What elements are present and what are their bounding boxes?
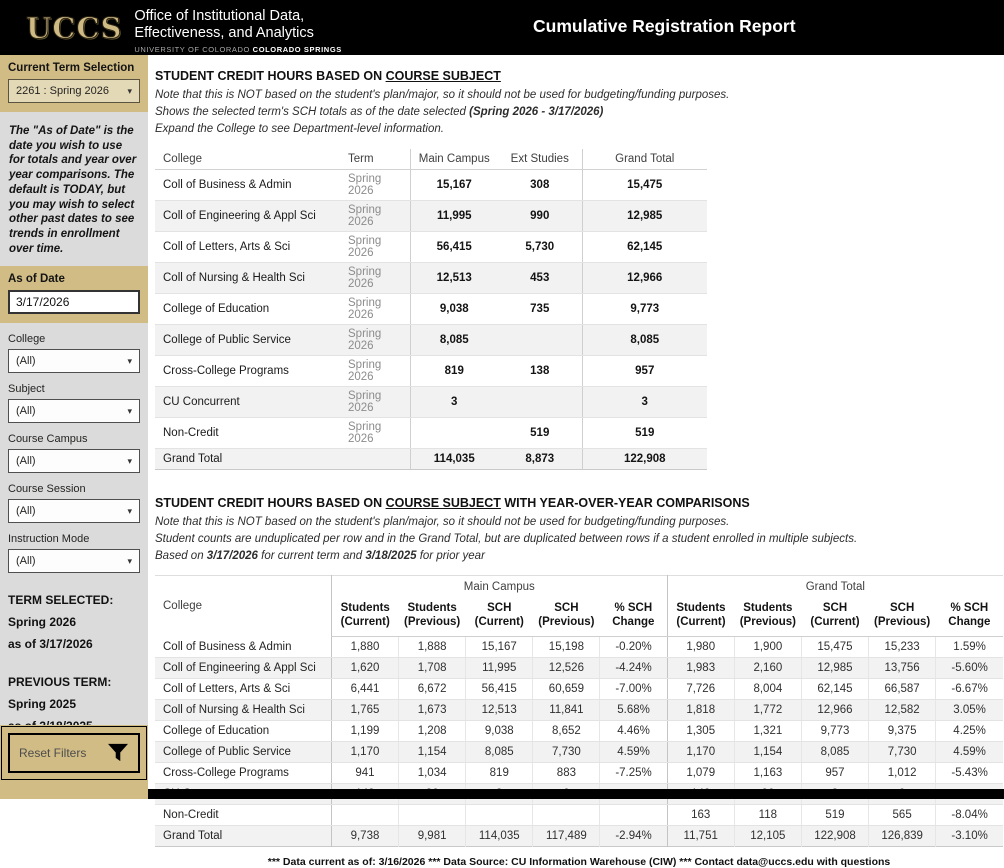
table-row[interactable] [155,637,1003,658]
value-cell: 66,587 [869,679,936,700]
value-cell: 62,145 [582,232,707,263]
col-header-pct-sch-change: % SCH Change [600,596,667,637]
value-cell: 9,038 [410,294,498,325]
section1-note3: Expand the College to see Department-level information. [155,123,444,135]
filter-pane [0,55,148,799]
value-cell: 1,305 [667,721,734,742]
college-dropdown[interactable] [8,349,140,373]
section2-title-prefix: STUDENT CREDIT HOURS BASED ON [155,496,386,510]
college-cell: Coll of Engineering & Appl Sci [155,658,331,679]
as-of-date-block [0,266,148,323]
value-cell: 1,170 [667,742,734,763]
chevron-down-icon: ▾ [127,405,132,416]
value-cell: 1,673 [399,700,466,721]
col-header-grand-total: Grand Total [582,149,707,170]
group-header-main-campus: Main Campus [331,576,667,597]
course-session-value: (All) [16,505,36,518]
value-cell: 1,321 [734,721,801,742]
section2-title-underline: COURSE SUBJECT [385,496,501,510]
value-cell: 941 [331,763,398,784]
college-cell: Non-Credit [155,418,340,449]
value-cell [498,325,582,356]
value-cell: 11,841 [533,700,600,721]
college-cell: Coll of Business & Admin [155,170,340,201]
reset-filters-label: Reset Filters [19,746,87,760]
value-cell: -7.00% [600,679,667,700]
org-name [134,6,341,42]
value-cell [466,805,533,826]
section1-title [155,69,1004,83]
course-campus-dropdown[interactable] [8,449,140,473]
section2-notes [155,514,1004,565]
college-cell: Cross-College Programs [155,763,331,784]
section1-note2: Shows the selected term's SCH totals as of the date selected (Spring 2026 - 3/17/2026) [155,106,604,118]
instruction-mode-value: (All) [16,555,36,568]
value-cell: 957 [582,356,707,387]
value-cell: 12,985 [582,201,707,232]
current-term-label: Current Term Selection [8,62,135,74]
value-cell: 2,160 [734,658,801,679]
subject-label: Subject [8,383,45,396]
value-cell: 990 [498,201,582,232]
value-cell: 15,167 [410,170,498,201]
col-header-sch-previous: SCH (Previous) [533,596,600,637]
table-row[interactable] [155,658,1003,679]
university-name [134,45,341,54]
value-cell: 12,513 [466,700,533,721]
value-cell: 1,154 [399,742,466,763]
current-term-dropdown[interactable] [8,79,140,103]
table-row[interactable] [155,418,707,449]
value-cell: 9,773 [582,294,707,325]
table-row[interactable] [155,387,707,418]
org-name-line2: Effectiveness, and Analytics [134,25,314,41]
value-cell: 308 [498,170,582,201]
app-header [0,0,1004,55]
reset-filters-button[interactable] [8,733,140,773]
value-cell: 3 [582,387,707,418]
college-cell: College of Public Service [155,325,340,356]
col-header-college: College [155,149,340,170]
value-cell: 9,038 [466,721,533,742]
value-cell: Spring 2026 [340,263,410,294]
value-cell: -8.04% [936,805,1003,826]
value-cell: -5.60% [936,658,1003,679]
value-cell: 8,085 [801,742,868,763]
value-cell: 12,582 [869,700,936,721]
value-cell: 4.46% [600,721,667,742]
table-row[interactable] [155,263,707,294]
slicer-course-session [8,483,140,523]
col-header-sch-current: SCH (Current) [466,596,533,637]
college-cell: Grand Total [155,449,340,470]
col-header-students-previous: Students (Previous) [734,596,801,637]
value-cell: 12,966 [582,263,707,294]
section2-note1: Note that this is NOT based on the student's plan/major, so it should not be used for budgeting/funding purposes. [155,516,730,528]
col-header-pct-sch-change: % SCH Change [936,596,1003,637]
table-total-row [155,449,707,470]
value-cell: 519 [498,418,582,449]
value-cell: 4.25% [936,721,1003,742]
value-cell: 118 [734,805,801,826]
slicer-subject [8,383,140,423]
university-bold: COLORADO SPRINGS [252,45,342,54]
value-cell: 1,880 [331,637,398,658]
value-cell: 819 [410,356,498,387]
value-cell: Spring 2026 [340,356,410,387]
value-cell [533,805,600,826]
value-cell: 4.59% [936,742,1003,763]
value-cell: 735 [498,294,582,325]
value-cell: 117,489 [533,826,600,847]
section2-title-suffix: WITH YEAR-OVER-YEAR COMPARISONS [500,496,750,510]
college-cell: College of Education [155,294,340,325]
chevron-down-icon: ▾ [127,85,132,96]
table-row[interactable] [155,721,1003,742]
value-cell: 1,012 [869,763,936,784]
value-cell: 8,085 [582,325,707,356]
value-cell: 1,818 [667,700,734,721]
course-campus-label: Course Campus [8,433,88,446]
value-cell [399,805,466,826]
report-body [148,55,1004,868]
previous-term-title: PREVIOUS TERM: [8,675,112,690]
value-cell [498,387,582,418]
bottom-bar [148,789,1004,799]
as-of-date-label: As of Date [8,273,65,286]
col-header-college: College [163,600,202,613]
value-cell: -6.67% [936,679,1003,700]
value-cell: -7.25% [600,763,667,784]
value-cell: 1,154 [734,742,801,763]
chevron-down-icon: ▾ [127,355,132,366]
value-cell: 1,620 [331,658,398,679]
col-header-term: Term [340,149,410,170]
value-cell: 60,659 [533,679,600,700]
value-cell: 3 [410,387,498,418]
uccs-logo-block [26,6,342,54]
value-cell: 138 [498,356,582,387]
table-row[interactable] [155,170,707,201]
slicer-list [0,333,148,573]
value-cell: 114,035 [410,449,498,470]
value-cell: 9,773 [801,721,868,742]
value-cell: 1,170 [331,742,398,763]
value-cell: 15,475 [801,637,868,658]
value-cell: 15,198 [533,637,600,658]
value-cell: Spring 2026 [340,232,410,263]
value-cell: 11,995 [410,201,498,232]
group-header-row [155,576,1003,597]
table-row[interactable] [155,201,707,232]
table-header-row [155,149,707,170]
col-header-ext-studies: Ext Studies [498,149,582,170]
instruction-mode-label: Instruction Mode [8,533,90,546]
value-cell: 12,966 [801,700,868,721]
value-cell: 15,233 [869,637,936,658]
value-cell: 1.59% [936,637,1003,658]
value-cell: 1,199 [331,721,398,742]
college-value: (All) [16,355,36,368]
data-source-footnote: *** Data current as of: 3/16/2026 *** Data Source: CU Information Warehouse (CIW) *** Contact data@uccs.edu with questions [267,856,891,868]
term-selected-info [8,589,140,655]
value-cell: 519 [582,418,707,449]
uccs-logo: UCCS [26,11,123,45]
value-cell: 12,513 [410,263,498,294]
section2-title [155,496,1004,510]
reset-filters-frame [1,726,147,780]
value-cell: -2.94% [600,826,667,847]
report-title: Cumulative Registration Report [533,16,796,36]
value-cell: 1,708 [399,658,466,679]
value-cell: Spring 2026 [340,170,410,201]
value-cell: Spring 2026 [340,387,410,418]
subject-value: (All) [16,405,36,418]
value-cell: 8,004 [734,679,801,700]
term-selected-title: TERM SELECTED: [8,593,114,608]
college-cell: Coll of Letters, Arts & Sci [155,679,331,700]
value-cell [410,418,498,449]
value-cell: 6,441 [331,679,398,700]
value-cell: 5,730 [498,232,582,263]
value-cell: 13,756 [869,658,936,679]
value-cell: 883 [533,763,600,784]
sch-by-subject-table [155,149,707,470]
value-cell: 11,751 [667,826,734,847]
subject-dropdown[interactable] [8,399,140,423]
value-cell: 11,995 [466,658,533,679]
instruction-mode-dropdown[interactable] [8,549,140,573]
current-term-block [0,55,148,112]
table-row[interactable] [155,232,707,263]
previous-term-term: Spring 2025 [8,697,77,712]
section2-note3: Based on 3/17/2026 for current term and 3/18/2025 for prior year [155,550,485,562]
value-cell: 565 [869,805,936,826]
value-cell: 1,208 [399,721,466,742]
value-cell: 9,375 [869,721,936,742]
value-cell: 819 [466,763,533,784]
course-session-dropdown[interactable] [8,499,140,523]
group-header-grand-total: Grand Total [667,576,1003,597]
table-row[interactable] [155,742,1003,763]
section1-title-underline: COURSE SUBJECT [385,69,501,83]
value-cell: 1,980 [667,637,734,658]
col-header-students-previous: Students (Previous) [399,596,466,637]
value-cell: -5.43% [936,763,1003,784]
as-of-date-input[interactable] [8,290,140,314]
chevron-down-icon: ▾ [127,455,132,466]
section1-title-prefix: STUDENT CREDIT HOURS BASED ON [155,69,386,83]
table-row[interactable] [155,294,707,325]
college-cell: Cross-College Programs [155,356,340,387]
value-cell: 1,772 [734,700,801,721]
table-row[interactable] [155,700,1003,721]
value-cell: -3.10% [936,826,1003,847]
value-cell: 1,900 [734,637,801,658]
value-cell: 7,726 [667,679,734,700]
term-selected-term: Spring 2026 [8,615,77,630]
value-cell: Spring 2026 [340,325,410,356]
slicer-college [8,333,140,373]
as-of-date-note: The "As of Date" is the date you wish to use for totals and year over year comparisons. The default is TODAY, but you may wish to select other past dates to see trends in enrollment over time. [9,125,137,255]
value-cell: 12,985 [801,658,868,679]
table-row[interactable] [155,763,1003,784]
value-cell: 7,730 [533,742,600,763]
section1-notes [155,87,1004,138]
chevron-down-icon: ▾ [127,555,132,566]
course-campus-value: (All) [16,455,36,468]
value-cell: 15,475 [582,170,707,201]
college-label: College [8,333,46,346]
value-cell: 8,085 [410,325,498,356]
value-cell: 9,738 [331,826,398,847]
value-cell: 12,105 [734,826,801,847]
col-header-students-current: Students (Current) [667,596,734,637]
col-header-main-campus: Main Campus [410,149,498,170]
value-cell: 957 [801,763,868,784]
college-cell: Grand Total [155,826,331,847]
value-cell: 122,908 [801,826,868,847]
value-cell: 126,839 [869,826,936,847]
value-cell: 114,035 [466,826,533,847]
value-cell: 1,034 [399,763,466,784]
value-cell: 8,873 [498,449,582,470]
col-header-sch-current: SCH (Current) [801,596,868,637]
college-cell: College of Education [155,721,331,742]
slicer-course-campus [8,433,140,473]
value-cell: 9,981 [399,826,466,847]
value-cell [340,449,410,470]
value-cell: 1,163 [734,763,801,784]
reset-filters-area [0,725,148,799]
term-selected-asof: as of 3/17/2026 [8,637,93,652]
value-cell: -4.24% [600,658,667,679]
college-cell: Coll of Nursing & Health Sci [155,263,340,294]
value-cell: 12,526 [533,658,600,679]
value-cell: 8,652 [533,721,600,742]
value-cell: 8,085 [466,742,533,763]
value-cell: 1,079 [667,763,734,784]
value-cell: 122,908 [582,449,707,470]
value-cell: 56,415 [466,679,533,700]
sch-yoy-comparison-table [155,575,1003,847]
college-cell: Coll of Nursing & Health Sci [155,700,331,721]
org-name-line1: Office of Institutional Data, [134,8,305,24]
slicer-instruction-mode [8,533,140,573]
current-term-value: 2261 : Spring 2026 [16,85,109,97]
value-cell: 6,672 [399,679,466,700]
value-cell [331,805,398,826]
table-row[interactable] [155,356,707,387]
table-row[interactable] [155,325,707,356]
table-row[interactable] [155,679,1003,700]
college-cell: Coll of Engineering & Appl Sci [155,201,340,232]
section2-note2: Student counts are unduplicated per row and in the Grand Total, but are duplicated between rows if a student enrolled in multiple subjects. [155,533,858,545]
value-cell: 1,983 [667,658,734,679]
college-cell: Coll of Letters, Arts & Sci [155,232,340,263]
chevron-down-icon: ▾ [127,505,132,516]
value-cell: 56,415 [410,232,498,263]
value-cell: 7,730 [869,742,936,763]
college-cell: College of Public Service [155,742,331,763]
value-cell [600,805,667,826]
col-header-students-current: Students (Current) [331,596,398,637]
value-cell: Spring 2026 [340,418,410,449]
value-cell: 519 [801,805,868,826]
table-row[interactable] [155,805,1003,826]
college-cell: Non-Credit [155,805,331,826]
course-session-label: Course Session [8,483,86,496]
value-cell: 3.05% [936,700,1003,721]
value-cell: 163 [667,805,734,826]
college-cell: Coll of Business & Admin [155,637,331,658]
value-cell: 15,167 [466,637,533,658]
col-header-sch-previous: SCH (Previous) [869,596,936,637]
value-cell: Spring 2026 [340,201,410,232]
value-cell: Spring 2026 [340,294,410,325]
college-cell: CU Concurrent [155,387,340,418]
table-total-row [155,826,1003,847]
org-title-block [134,6,341,54]
university-prefix: UNIVERSITY OF COLORADO [134,45,253,54]
filter-funnel-icon [107,743,129,763]
value-cell: 62,145 [801,679,868,700]
value-cell: 453 [498,263,582,294]
section1-note1: Note that this is NOT based on the student's plan/major, so it should not be used for budgeting/funding purposes. [155,89,730,101]
value-cell: 1,765 [331,700,398,721]
value-cell: 4.59% [600,742,667,763]
value-cell: 1,888 [399,637,466,658]
value-cell: 5.68% [600,700,667,721]
value-cell: -0.20% [600,637,667,658]
